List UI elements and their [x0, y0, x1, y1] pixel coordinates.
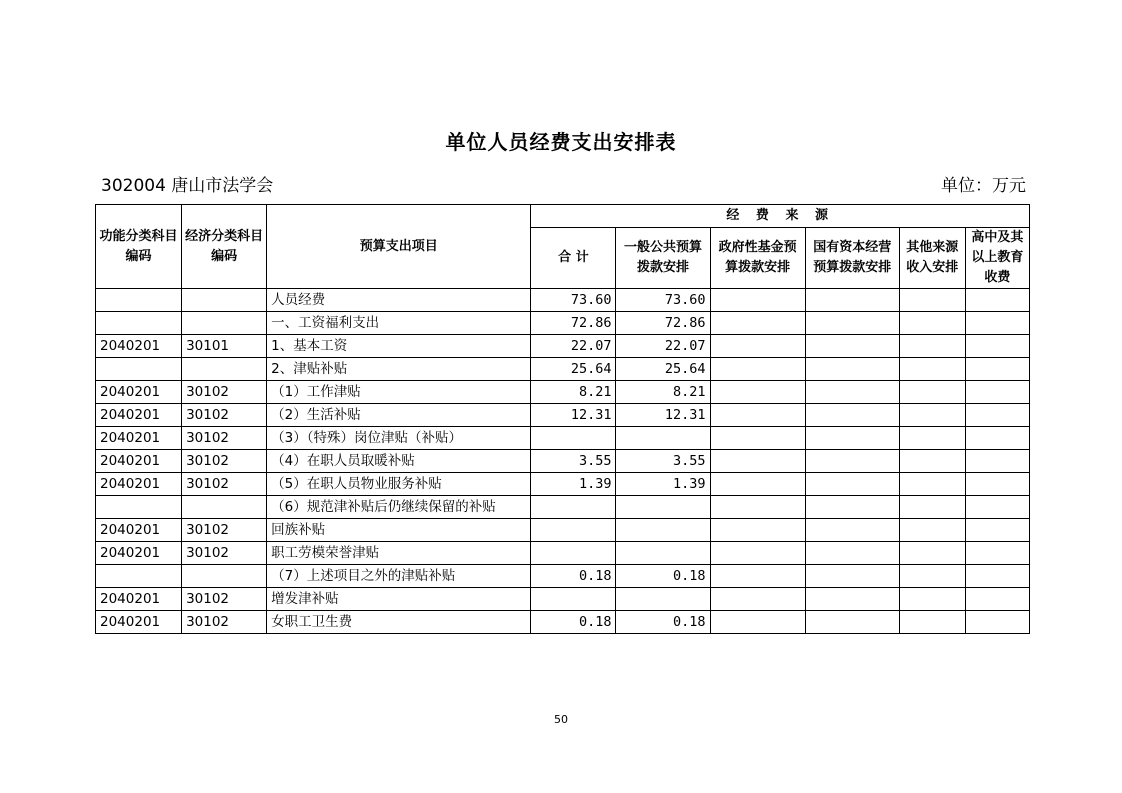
cell-state-capital — [805, 381, 899, 404]
unit-label: 单位：万元 — [941, 176, 1026, 196]
header-func-code: 功能分类科目编码 — [96, 205, 182, 289]
header-total: 合 计 — [531, 228, 616, 289]
cell-total: 72.86 — [531, 312, 616, 335]
cell-high-edu — [965, 588, 1029, 611]
cell-general — [616, 519, 710, 542]
cell-state-capital — [805, 450, 899, 473]
cell-item: （6）规范津补贴后仍继续保留的补贴 — [267, 496, 531, 519]
cell-general — [616, 588, 710, 611]
cell-item: 人员经费 — [267, 289, 531, 312]
cell-gov-fund — [710, 381, 805, 404]
cell-high-edu — [965, 542, 1029, 565]
cell-item: 一、工资福利支出 — [267, 312, 531, 335]
cell-func-code: 2040201 — [96, 450, 182, 473]
cell-general: 12.31 — [616, 404, 710, 427]
cell-general: 0.18 — [616, 611, 710, 634]
cell-total: 0.18 — [531, 611, 616, 634]
cell-other — [899, 335, 965, 358]
cell-econ-code: 30102 — [182, 519, 267, 542]
table-row — [96, 565, 1030, 588]
cell-state-capital — [805, 312, 899, 335]
cell-state-capital — [805, 611, 899, 634]
header-general: 一般公共预算拨款安排 — [616, 228, 710, 289]
cell-total: 25.64 — [531, 358, 616, 381]
table-row — [96, 542, 1030, 565]
cell-total: 12.31 — [531, 404, 616, 427]
cell-econ-code: 30102 — [182, 427, 267, 450]
cell-func-code: 2040201 — [96, 381, 182, 404]
table-row — [96, 427, 1030, 450]
cell-item: 2、津贴补贴 — [267, 358, 531, 381]
cell-high-edu — [965, 611, 1029, 634]
organization-label: 302004 唐山市法学会 — [101, 176, 274, 196]
cell-econ-code — [182, 358, 267, 381]
cell-gov-fund — [710, 289, 805, 312]
table-row — [96, 312, 1030, 335]
cell-other — [899, 519, 965, 542]
cell-state-capital — [805, 565, 899, 588]
cell-econ-code — [182, 312, 267, 335]
cell-total — [531, 496, 616, 519]
cell-high-edu — [965, 404, 1029, 427]
cell-func-code: 2040201 — [96, 588, 182, 611]
cell-gov-fund — [710, 312, 805, 335]
cell-item: （1）工作津贴 — [267, 381, 531, 404]
cell-econ-code: 30102 — [182, 381, 267, 404]
cell-total — [531, 427, 616, 450]
table-row — [96, 450, 1030, 473]
cell-func-code — [96, 565, 182, 588]
cell-econ-code — [182, 496, 267, 519]
cell-other — [899, 289, 965, 312]
cell-high-edu — [965, 473, 1029, 496]
cell-total: 1.39 — [531, 473, 616, 496]
cell-item: （3）（特殊）岗位津贴（补贴） — [267, 427, 531, 450]
cell-other — [899, 588, 965, 611]
cell-other — [899, 611, 965, 634]
cell-general — [616, 542, 710, 565]
cell-other — [899, 358, 965, 381]
cell-other — [899, 565, 965, 588]
cell-total: 8.21 — [531, 381, 616, 404]
cell-econ-code: 30102 — [182, 450, 267, 473]
cell-state-capital — [805, 473, 899, 496]
cell-state-capital — [805, 496, 899, 519]
cell-econ-code: 30102 — [182, 404, 267, 427]
header-state-capital: 国有资本经营预算拨款安排 — [805, 228, 899, 289]
cell-high-edu — [965, 519, 1029, 542]
cell-gov-fund — [710, 611, 805, 634]
cell-gov-fund — [710, 358, 805, 381]
cell-total — [531, 588, 616, 611]
cell-item: 1、基本工资 — [267, 335, 531, 358]
header-source: 经 费 来 源 — [531, 205, 1030, 228]
cell-general: 1.39 — [616, 473, 710, 496]
table-row — [96, 611, 1030, 634]
cell-item: （2）生活补贴 — [267, 404, 531, 427]
cell-other — [899, 404, 965, 427]
cell-high-edu — [965, 450, 1029, 473]
cell-total: 73.60 — [531, 289, 616, 312]
cell-general: 3.55 — [616, 450, 710, 473]
cell-item: 职工劳模荣誉津贴 — [267, 542, 531, 565]
cell-total: 0.18 — [531, 565, 616, 588]
cell-high-edu — [965, 289, 1029, 312]
cell-other — [899, 427, 965, 450]
table-row — [96, 496, 1030, 519]
cell-func-code: 2040201 — [96, 473, 182, 496]
header-gov-fund: 政府性基金预算拨款安排 — [710, 228, 805, 289]
header-other: 其他来源收入安排 — [899, 228, 965, 289]
cell-total: 22.07 — [531, 335, 616, 358]
cell-general: 25.64 — [616, 358, 710, 381]
cell-general: 22.07 — [616, 335, 710, 358]
cell-gov-fund — [710, 427, 805, 450]
table-body — [96, 289, 1030, 634]
cell-state-capital — [805, 542, 899, 565]
cell-general: 72.86 — [616, 312, 710, 335]
cell-general: 8.21 — [616, 381, 710, 404]
cell-total — [531, 519, 616, 542]
page-title: 单位人员经费支出安排表 — [445, 130, 677, 154]
cell-func-code: 2040201 — [96, 542, 182, 565]
cell-econ-code — [182, 565, 267, 588]
cell-total: 3.55 — [531, 450, 616, 473]
cell-other — [899, 450, 965, 473]
table-row — [96, 404, 1030, 427]
cell-other — [899, 381, 965, 404]
expense-table — [95, 204, 1030, 634]
cell-func-code — [96, 312, 182, 335]
page-number: 50 — [554, 713, 568, 726]
cell-func-code: 2040201 — [96, 335, 182, 358]
table-row — [96, 289, 1030, 312]
cell-econ-code: 30102 — [182, 611, 267, 634]
cell-gov-fund — [710, 588, 805, 611]
cell-state-capital — [805, 289, 899, 312]
cell-state-capital — [805, 335, 899, 358]
cell-state-capital — [805, 404, 899, 427]
header-item: 预算支出项目 — [267, 205, 531, 289]
cell-item: （5）在职人员物业服务补贴 — [267, 473, 531, 496]
cell-high-edu — [965, 312, 1029, 335]
cell-econ-code — [182, 289, 267, 312]
cell-high-edu — [965, 565, 1029, 588]
cell-gov-fund — [710, 473, 805, 496]
cell-func-code: 2040201 — [96, 404, 182, 427]
cell-state-capital — [805, 427, 899, 450]
header-econ-code: 经济分类科目编码 — [182, 205, 267, 289]
cell-other — [899, 312, 965, 335]
cell-high-edu — [965, 427, 1029, 450]
cell-func-code: 2040201 — [96, 611, 182, 634]
cell-econ-code: 30102 — [182, 542, 267, 565]
cell-total — [531, 542, 616, 565]
header-high-edu: 高中及其以上教育收费 — [965, 228, 1029, 289]
cell-func-code — [96, 358, 182, 381]
cell-item: 增发津补贴 — [267, 588, 531, 611]
cell-other — [899, 542, 965, 565]
cell-general — [616, 496, 710, 519]
cell-gov-fund — [710, 565, 805, 588]
cell-econ-code: 30101 — [182, 335, 267, 358]
cell-func-code: 2040201 — [96, 519, 182, 542]
cell-high-edu — [965, 335, 1029, 358]
cell-general — [616, 427, 710, 450]
cell-item: （4）在职人员取暖补贴 — [267, 450, 531, 473]
cell-func-code — [96, 289, 182, 312]
cell-func-code — [96, 496, 182, 519]
cell-state-capital — [805, 519, 899, 542]
table-row — [96, 358, 1030, 381]
cell-general: 73.60 — [616, 289, 710, 312]
cell-gov-fund — [710, 404, 805, 427]
cell-high-edu — [965, 381, 1029, 404]
cell-other — [899, 496, 965, 519]
cell-general: 0.18 — [616, 565, 710, 588]
cell-econ-code: 30102 — [182, 473, 267, 496]
cell-gov-fund — [710, 335, 805, 358]
table-row — [96, 335, 1030, 358]
cell-other — [899, 473, 965, 496]
cell-econ-code: 30102 — [182, 588, 267, 611]
cell-gov-fund — [710, 519, 805, 542]
cell-gov-fund — [710, 496, 805, 519]
table-row — [96, 381, 1030, 404]
cell-high-edu — [965, 496, 1029, 519]
cell-func-code: 2040201 — [96, 427, 182, 450]
cell-item: 女职工卫生费 — [267, 611, 531, 634]
cell-high-edu — [965, 358, 1029, 381]
cell-gov-fund — [710, 450, 805, 473]
cell-gov-fund — [710, 542, 805, 565]
cell-state-capital — [805, 588, 899, 611]
cell-state-capital — [805, 358, 899, 381]
cell-item: 回族补贴 — [267, 519, 531, 542]
table-row — [96, 519, 1030, 542]
table-row — [96, 588, 1030, 611]
cell-item: （7）上述项目之外的津贴补贴 — [267, 565, 531, 588]
table-row — [96, 473, 1030, 496]
